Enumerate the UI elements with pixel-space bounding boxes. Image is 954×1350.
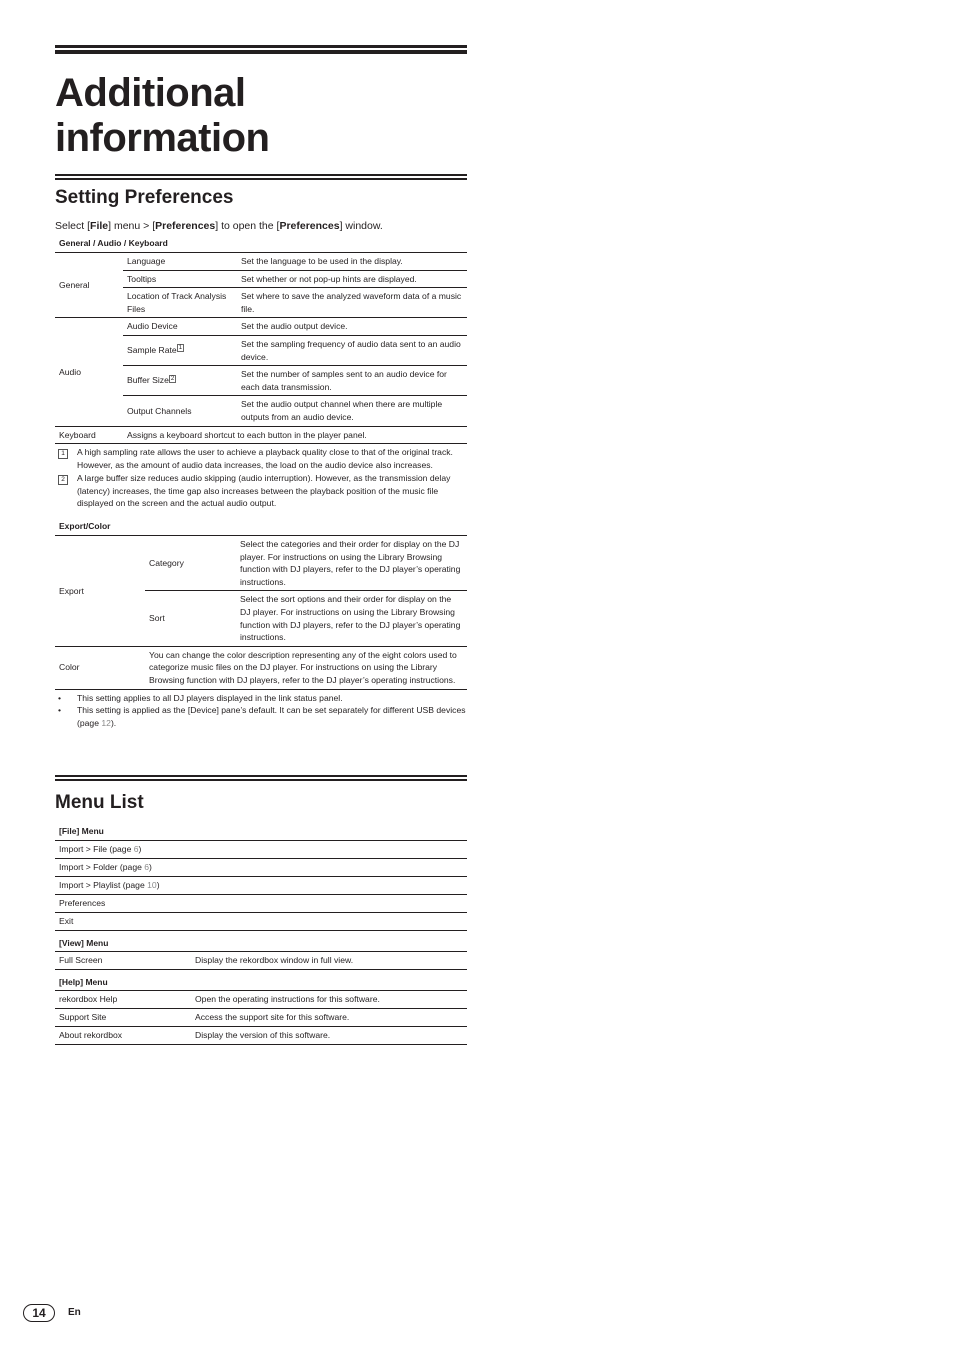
setting-item: Tooltips xyxy=(123,270,237,288)
footnote: 2 A large buffer size reduces audio skipping (audio interruption). However, as the transmission delay (latency) increases, the time gap also increases between the playback position of the music file displayed on the screen and the actual audio output. xyxy=(55,472,467,510)
section-heading-preferences: Setting Preferences xyxy=(55,187,234,208)
footnote-marker: 1 xyxy=(58,449,68,459)
section-heading-menu-list: Menu List xyxy=(55,792,144,813)
menu-list-section xyxy=(55,775,467,1045)
menu-item: About rekordbox xyxy=(55,1027,191,1045)
table-title-file-menu: [File] Menu xyxy=(59,826,104,836)
bullet-note: • This setting applies to all DJ players displayed in the link status panel. xyxy=(58,692,343,703)
bullet-note: • This setting is applied as the [Device] pane’s default. It can be set separately for different USB devices (page 12). xyxy=(58,705,466,729)
menu-item: Preferences xyxy=(55,895,467,913)
page-link[interactable]: 10 xyxy=(147,880,157,891)
bullet-notes xyxy=(55,692,467,730)
setting-desc: Set whether or not pop-up hints are displayed. xyxy=(237,270,467,288)
menu-item: Full Screen xyxy=(55,952,191,970)
setting-desc: You can change the color description representing any of the eight colors used to categorize music files on the DJ player. For instructions on using the Library Browsing function with DJ players, refer to the DJ player’s operating instructions. xyxy=(145,646,467,689)
export-color-table xyxy=(55,535,467,690)
setting-desc: Select the categories and their order for display on the DJ player. For instructions on using the Library Browsing function with DJ players, refer to the DJ player’s operating instructions. xyxy=(236,536,467,591)
menu-item: rekordbox Help xyxy=(55,991,191,1009)
title-rule xyxy=(55,45,467,54)
menu-item-desc: Open the operating instructions for this software. xyxy=(191,991,467,1009)
menu-item: Import > Folder (page 6) xyxy=(55,859,467,877)
menu-item: Import > Playlist (page 10) xyxy=(55,877,467,895)
setting-desc: Set where to save the analyzed waveform data of a music file. xyxy=(237,288,467,318)
setting-item: Category xyxy=(145,536,236,591)
footnote-marker: 1 xyxy=(178,345,183,352)
footnotes xyxy=(55,446,467,510)
page-title: Additional information xyxy=(55,71,270,160)
table-title-help-menu: [Help] Menu xyxy=(59,977,108,987)
setting-desc: Select the sort options and their order for display on the DJ player. For instructions on using the Library Browsing function with DJ players, refer to the DJ player’s operating instructions. xyxy=(236,591,467,646)
setting-item: Sample Rate $^1$ xyxy=(123,335,237,365)
group-label-export: Export xyxy=(55,536,145,647)
setting-desc: Set the audio output device. xyxy=(237,318,467,336)
setting-desc: Set the number of samples sent to an audio device for each data transmission. xyxy=(237,366,467,396)
section-rule xyxy=(55,174,467,180)
setting-item: Audio Device xyxy=(123,318,237,336)
menu-item-desc: Access the support site for this software. xyxy=(191,1009,467,1027)
setting-desc: Set the audio output channel when there are multiple outputs from an audio device. xyxy=(237,396,467,426)
footnote-marker: 2 xyxy=(58,475,68,485)
page-link[interactable]: 6 xyxy=(144,862,150,873)
page-link[interactable]: 12 xyxy=(101,718,111,729)
setting-item: Output Channels xyxy=(123,396,237,426)
menu-item-desc: Display the rekordbox window in full view. xyxy=(191,952,467,970)
section-rule xyxy=(55,775,467,781)
file-menu-table xyxy=(55,840,467,931)
footnote-marker: 2 xyxy=(170,375,175,382)
language-code: En xyxy=(68,1307,81,1318)
group-label-general: General xyxy=(55,253,123,318)
page-number: 14 xyxy=(23,1304,55,1322)
preferences-intro: Select [File] menu > [Preferences] to open the [Preferences] window. xyxy=(55,220,383,232)
setting-item: Sort xyxy=(145,591,236,646)
setting-desc: Assigns a keyboard shortcut to each button in the player panel. xyxy=(123,426,467,444)
menu-item: Support Site xyxy=(55,1009,191,1027)
menu-item: Exit xyxy=(55,913,467,931)
page-link[interactable]: 6 xyxy=(133,844,139,855)
group-label-audio: Audio xyxy=(55,318,123,426)
setting-preferences-section xyxy=(55,174,467,730)
setting-item: Buffer Size $^2$ xyxy=(123,366,237,396)
menu-item-desc: Display the version of this software. xyxy=(191,1027,467,1045)
footnote: 1 A high sampling rate allows the user to achieve a playback quality close to that of the original track. However, as the amount of audio data increases, the load on the audio device also increases. xyxy=(55,446,467,472)
table-title-view-menu: [View] Menu xyxy=(59,938,109,948)
setting-item: Location of Track Analysis Files xyxy=(123,288,237,318)
table-title-export-color: Export/Color xyxy=(59,521,111,532)
menu-item: Import > File (page 6) xyxy=(55,841,467,859)
help-menu-table xyxy=(55,990,467,1045)
setting-desc: Set the sampling frequency of audio data sent to an audio device. xyxy=(237,335,467,365)
group-label-keyboard: Keyboard xyxy=(55,426,123,444)
view-menu-table xyxy=(55,951,467,970)
table-title-general-audio-keyboard: General / Audio / Keyboard xyxy=(59,238,168,248)
general-audio-keyboard-table xyxy=(55,252,467,444)
setting-desc: Set the language to be used in the display. xyxy=(237,253,467,271)
setting-item: Language xyxy=(123,253,237,271)
group-label-color: Color xyxy=(55,646,145,689)
